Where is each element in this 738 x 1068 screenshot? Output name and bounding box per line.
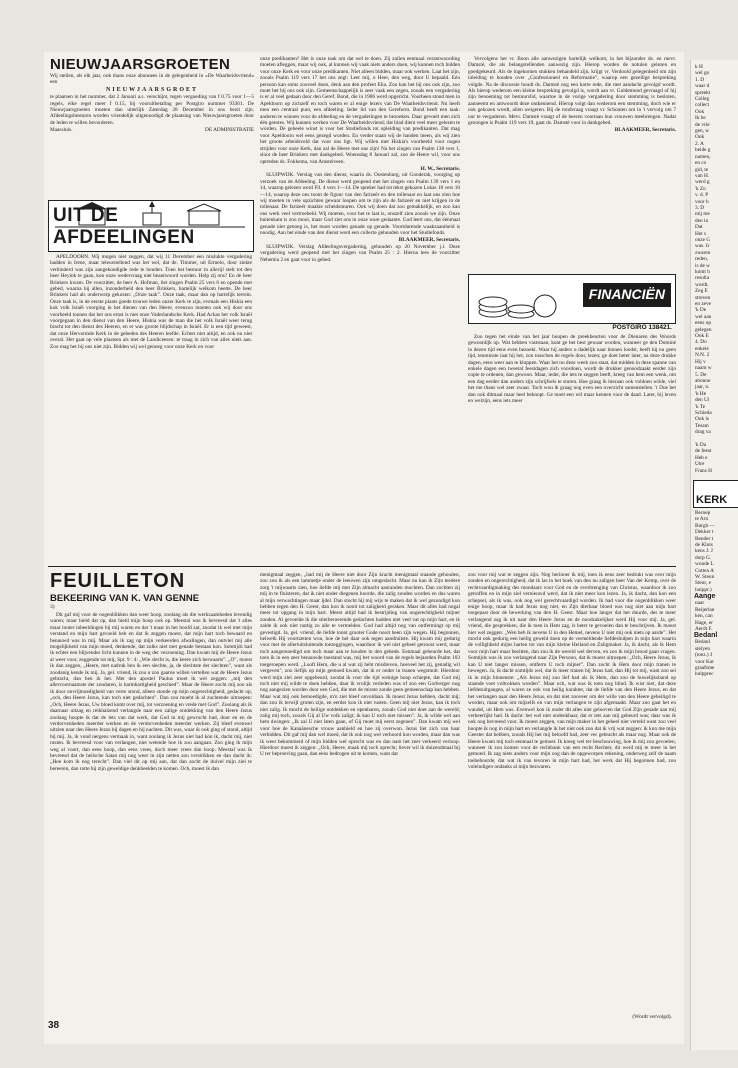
right-strip-line: Zeg E [695,288,708,295]
feuilleton-text-2: menigmaal zeggen, „had mij de Heere niet door Zijn kracht menigmaal staande gehouden, zoo zou ik als een lammetje onder de leeuwen zijn omgeslacht. Maar nu kan ik Zijn teedere zorg 't mijwaarts zien, hoe liefde mij met Zijn almacht aanranden mochten. Dan zochten zij mij in te fluisteren, dat ik niet onder diegenen hoorde, die zalig zouden worden en dus waren al mijn verwachtingen maar ijdel. Dan stocht hij mij wijs te maken dat ik wel gezondigd kon hebben tegen den H. Geest, dan kon ik nooit tot zaligheid geraken. Maar dit alles had nogal meer tot opgang in mijn hart. Meest altijd had ik bestrijding van ongerechtigheid mijner zonden. Al gevoelde ik die stierberoerende gedachten hadden niet veel vat op mijn hart, en ik zalde ik ook niet nuttig zo alle te vermelden. God had altijd nog van ontfermingt op mij gevestigd. Ja, gel. vriend, de liefde toont grooter Gode nooit heen zijn wegen. Hij begonnen, helwelk Hij voortzetten wou, hoe de hel daar ook tegen aandruitste. Hij kwam mij gedurig voor met de allertuitsluitende toezeggingen, waardoor ik wel niet geheel getroost werd, maar toch aangemoedigd om toch maar aan te houden in den gebede. Eenmaal gebeurde het, dat toen ik in een zeer benauwde toestand was, mij het woord van de regels bejaarden Psalm 103 toegeroepen werd. „Looft Hem, die u al wat zij hebt misdreven, hoeveel het zij, genadig wil vergeven”, zoo liefijk op mijn gemoed kwam, dat ik er onder in tranen wegsmolt. Hierdoor werd mijn ziel zeer opgebeurd, zoodat ik voor die tijd weinige hoop schiepte, dat God mij toch niet mij wilde te doen hebben, daar ik vrolijk verleden was of zoo een Godverger nog nog aangezien worden door een God, die met de misste zonde geen gemeenschap kan hebben. Maar wat mij ook bemoedigde, m'n ziel bleef onvoldaan. Ik moest Jezus hebben, dacht mij; dan zou ik terwijl groten zijn, en eerder kon ik niet rusten. Geen mij niet Jezus, kan ik toch niet zalig. Ik mocht de heilige ontdekken en openbaren, zooals God niet doet aan de wereld; zalig mij toch, zooals Gij al Uw volk zaligt; ik kan U toch niet missen”. Ja, ik wilde wel aan hem dwingen: „Ik zal U niet laten gaan, of Gij moet mij eerst zegenen”. Dan kwam mij wel voor hoe de Kanaänesche vrouw aanhield en hoe zij overwon. Jezus liet zich van haar verbidden. Dit gaf mij dan wel moed, dat ik ook nog wel verhoord kon worden, maar dan was ik weer bekommerd of mijn bidden wel oprecht was en dan nam het zeer verkeerd verloop. Hierdoor moest ik zeggen: „Och, Heere, maak mij toch oprecht; liever wil ik duizendmaal bij U ter beproeving gaan, dan eens bedrogen uit te komen, want dat [260,572,460,758]
newspaper-page [44,52,684,1044]
financien-postgiro: POSTGIRO 138421. [612,324,672,331]
right-strip-line: Dat [695,224,703,231]
right-strip-line: gelegen [695,326,712,333]
right-strip-line: Ook E [695,333,709,340]
right-strip-line: streven [695,294,711,301]
right-strip-line: v. d. P [695,192,709,199]
right-strip-line: komt h [695,269,710,275]
right-strip-line: 'k Te [695,403,706,410]
right-strip-line: den in [695,217,709,224]
right-strip-line: abonne [695,377,711,384]
right-page-strip [690,60,738,1050]
right-strip-line: Colleg [695,96,710,103]
afdeelingen-apeldoorn-cont: onze predikanten? Het is onze taak om dat wel te doen. Zij zullen eenmaal verantwoording moeten afleggen, maar wij ook, al kunnen wij vaak niets anders doen, wij kunnen toch bidden voor onze Kerk en voor onze predikanten. Niet alleen bidden, maar ook werken. Laat het zijn, zooals Psalm 119 vers 17 het ons zegt: Leer mij, o Heer, den weg, door U bepaald. Eén persoon kan soms zooveel doen, denk aan den profeet Elia. Zoo kan het bij ons ook zijn, zoo moet het bij ons ook zijn. Gemeenschappelijk is zeer vaak een zegen, zooals een vergadering is er al veel gedaan door den Geref. Bond, die in 1906 werd opgericht. Voorheen stond men in Apeldoorn op zichzelf en toch waren er al enige lezers van De Waarheidsvriend. Nu heeft men een centraal punt, een afdeeling. Ieder lid van den Gereform. Bond heeft een taak: anderen te winnen voor de afdeeling en de vergaderingen te bezoeken. Daar gevoelt men zich één geestes. Wij kunnen werken voor De Waarheidsvriend; dat blad dient veel meer gelezen te worden. De geheele winst is voor het Studiefonds tot opleiding van predikanten. Dat mag voor Apeldoorn wel eens gezegd worden. En verder staan wij de handen ineen, als wij zien het groote arbeidsveld dat voor ons ligt. Wij willen met Hiskia's voorbeeld voor oogen strijden voor onze Kerk, dan zal de Heere met ons zijn! Na het zingen van Psalm 138 vers 1, sloot de heer Brinkers met dankgebed. Woensdag 8 Januari zal, zoo de Heere wil, voor ons optreden ds. Fokkema, van Amstelveen. [260,56,460,165]
right-strip-line: N.N. 2 [695,352,710,359]
afdeelingen-apeldoorn-text: APELDOORN. Wij mogen niet zeggen, dat wij 11 December een mislukte vergadering hadden in Irene, maar teleurstellend was het wel, dat de. Timmer, uit Ermelo, door ziekte verhinderd was zijn aangekondigde rede te houden. Toen het bestuur in allerijl stelt tot den heer Heyink te gaan, kon onze wedervraag niet beantwoord worden. Help zij ons? En de heer Brinkers kwam. De voorzitter, de heer A. Hofman, liet zingen Psalm 25 vers 6 en opende met gebed, waarna hij allen, inzonderheid den heer Brinkers, hartelijk welkom heette. De heer Brinkers had als onderwerp gekozen: „Onze taak”. Onze taak, maar dan op hartelijk terrein. Onze taak is, in de eerste plaats goede trouwe leden onzer Kerk te zijn, evenals een Hiskia een kok volk Israël voorging in het dienen van den Heere, evenzoo moeten ook wij door ons voorbeeld toonen dat het ons ernst is met onze Vaderlandsche Kerk. Had Achas het volk Israël voorgegaan in den dienst van den Heere, Hiskia was de man die het volk Israël weer terug bracht tot den dienst des Heeren, en er was groote blijdschap in Israël. Er is een tijd geweest, dat onze Hervormde Kerk in de gebeden des Heeren leefde. Echter niet altijd, en ook nu niet overal. Het gaat op vele plaatsen als met de Laodiceesen: te traag in zich van alles niets aan. Zoo mag het bij ons niet zijn. Bidden wij wel genoeg voor onze Kerk en voor [50,254,252,350]
right-strip-line: hulpprec [695,671,714,678]
right-strip-line: Ook [695,108,705,115]
right-strip-line: reden, [695,256,709,263]
right-strip-line: voor Kat [695,658,714,665]
afdeelingen-sig2: BLAAKMEER, Secretaris. [398,237,460,244]
right-strip-line: Beijerlan [695,606,715,613]
right-strip-top [691,60,738,474]
right-strip-line: de vrie [695,121,710,128]
feuilleton-col3 [468,572,676,1012]
financien-title: FINANCIËN [588,286,665,302]
right-strip-line: woude L [695,561,714,568]
feuilleton-title: FEUILLETON [50,570,186,592]
right-strip-line: 1. D [695,76,705,83]
coins-illustration [473,276,563,322]
right-strip-line: de Kluis [695,542,713,549]
afdeelingen-sluipwijk-1: SLUIPWIJK. Verslag van den dienst, waarin ds. Oostenburg, uit Gouderak, voorging op verzoek van de Afdeeling. De dienst werd geopend met het zingen van Psalm 139 vers 1 en 14, waarop gelezen werd Fil. 4 vers 1—14. De spreker had tot tekst gekozen Lukas 18 vers 10—14, waarop deze ons toont de figuur van den farizeër en den tollenaar en laat ons zien hoe wij moeten in vele opzichten gewaar loopen om te zijn als de farizeër en niet krijgen in de tollenaar. De farizeër maakte scheidsmuren. Ook wij doen dat zoo gemakkelijk, en zoo kan ons werk veel vertroebeld. Wij moeten, voor het te laat is, onszelf zien zooals we zijn. Onze buitenkant is zoo mooi, maar God ziet ons in onze ware gedaante. God leert ons, dat éénmaal genade niet genoeg is, het moet worden genade op genade. Voortdurende waakzaamheid is noodig. Aan het einde van den dienst werd een collecte gehouden voor het Studiefonds. [260,172,460,236]
right-strip-line: ken, can [695,613,713,620]
right-strip-line: mij me [695,211,710,218]
right-strip-line: 'k Da [695,441,707,448]
right-strip-line: Tesam [695,422,709,429]
col3-top [468,56,676,268]
right-strip-line: W. Steun [695,574,715,581]
right-strip-line: werd g [695,179,710,186]
right-strip-line: te Arn [695,516,709,523]
right-strip-line: gen, w [695,128,710,135]
right-strip-line: 3. D [695,204,705,211]
right-strip-line: wel go [695,70,710,77]
afdeelingen-sig1: H. W., Secretaris. [420,165,460,172]
right-strip-line: van H. [695,172,710,179]
right-strip-line: Bedanl [695,639,711,646]
financien-col [468,334,676,562]
right-strip-line: kens J. J [695,548,713,555]
right-strip-line: Aerdt F. [695,625,713,632]
right-strip-aange [691,600,738,632]
right-strip-line: Het s [695,230,707,237]
feuilleton-col2 [260,572,460,1022]
nieuwjaar-intro: Wij stellen, als elk jaar, ook thans onze abonnees in de gelegenheid in »De Waarheidsvriend« een [50,73,254,86]
feuilleton-text-1: Dit gaf mij voor de oogenblikken dan weer hoop, zoolang als die werkzaamheden levendig waren; maar hield dat op, dan hield mijn hoop ook op. Meestal was ik bevreesd dat 't alles maar louter inbeeldingen bij mij waren en dat 't maar in het hoofd zat, zoodat ik wel met mijn verstand en mijn hart gevoeld heb en dat ik zeggen moest, dat mijn hart toch bewaard en benauwd was in mij. Maar als ik zag op mijn verkeerden afwalingen, dan ontviel mij alle mogelijkheid van mijn moed, denkende, dat zulks niet met genade bestaan kon. Somtijds had ik echter een blijvender licht kunnen in de weg der verzoening. Dan kwam mij de Heere Jezus al weer voor, zeggende tot mij, Spr. 9 : 4: „Wie slecht is, die keere zich herwaarts”. „O”, moest ik dan zeggen, „Heere, met nadruk ben ik een slechte, ja, de slechtste der slechten”, want als zoodanig kende ik mij. Ja, gel. vriend, ik zou u zoo gaarne willen vertellen wat de Heere Jezus gebracht, dan ben ik het. Met den apostel Paulus moet ik wel zeggen: „mij den allervoornaamste der zondaren, is barmhartigheid geschied”. Maar de Heere zocht mij zoo als ik door onvrijmoedigheid van verre stond, alleen stonde op mijn ongerechtigheid, gedacht op, „och, den Heere Jezus, kan toch niet gedachten”. Dan zou moeht ik al zuchtende uitroepen: „Och, Heere Jezus, Uw bloed komt over mij, tot verzoening en vrede met God”. Zoolang als ik daarnaar uitzag en reikhalzend verlangde naar een zalige ontdekking van den Heere Jezus zoolang hoopte ik dat de lets van dat werk, dat God in mij gewrocht had, door en en de verdorvenheden meerder werken en de verdorvenheden meerder werken. Zij bleef evenwel uitzien naar den Heere Jezus bij dagen en bij nachten. Dit was, waar ik ook ging of stond, altijd bij mij. Ja, ik vond nergens vermaak in, want zoolang ik Jezus niet had kon ik, dacht mij, niet rusten. Ik bevreesd voor van verlangen, niet wetende hoe ik zou aangaan. Zoo ging ik mijn weg al voort, dan eens hoop, dan eens vrees, doch meer vrees dan hoop. Meestal was ik bevreesd dat de heilsche Satan mij nog weer in zijn netten zou verstrikken en dan dacht ik: „Hoe kom ik nog terecht”. Dan viel dit op mij aan, dat dan zocht de duivel mijn ziel te bereeren, dan rotte hij zijn geweldige denkbeelden te komen. Och, moest ik dan [50,612,252,772]
right-strip-line: Steur, e [695,580,711,587]
nieuwjaar-section [50,56,254,194]
right-strip-line: en co [695,160,707,167]
right-strip-line: naar [695,600,705,607]
right-strip-line: 4. Do [695,339,707,346]
right-strip-line: wordt. [695,281,709,288]
right-strip-aange-label: Aange [694,593,716,601]
right-strip-line: Frans H [695,467,712,474]
right-strip-line: Heb e [695,454,708,461]
right-strip-line: Utre [695,461,705,468]
right-strip-line: Ook [695,134,705,141]
right-strip-line: namen, [695,153,711,160]
feuilleton-text-3: zou voor mij wat te zeggen zijn. Nog herinner ik mij, toen ik eens zeer bedrukt was over mijn zonden en ongerechtigheid, dat ik las in het boek van den nu zaligen heer Van der Kemp, over de rechtvaardigmaking des mondaars voor God en de overbrenging van Christus, waardoor ik zoo getroffen en in mijn ziel vernieuwd werd, dat ik niet meer kon lezen. Ja, ik dacht, dan kon een schepsel, als ik was, ook nog wel gerechtvaardigd worden. Ik had voor die oogenblikken weer enige hoop, maar ik had Jezus nog niet, en Zijn dierbaar bloed was nog niet aan mijn hart toegepast door de bewerking van den H. Geest. Maar hoe langer dat het duurde, des te meer verlangend zag ik uit naar den Heere Jezus en de noodzakelijker werd Hij voor mij. Ja, gel. vriend, die gesprekken, die ik toen in Hem zag, is beter te gevoelen dan te beschrijven. Ik moest hier wel zeggen: „Wen heb ik nevens U in den Hemel, nevens U niet mij ook niets op aarde”. Het mocht ook gedurig een heilig geweld doen op de vermeldende liefdeshulpen in mijn hart waarin de vollighheid mijns harten tot van mijn kleine Heiland en Zaligmaker. Ja, ik dacht, als ik Hem voor mijn hart maar bezitten, dan zou ik de wereld wel derven, en zoo ik mijn brood gaan vragen. Somtijds was ik zoo verlangend naar Zijn Persoon, dat ik moest uitroepen: „Och, Heere Jezus, ik kan U niet langer missen, ontferm U toch mijner”. Dan zocht ik Hem door mijn tranen te bewegen. Ja, ik dacht somtijds wel, dat ik meer tranen bij Jezus had, dan Hij tot mij, want zoo sei ik in mijn binnenste: „Als Jezus mij zoo lief had als ik Hem, dan zou de huwelijksband op staande voet voltrokken worden”. Maar och, wat was ik toen nog blind. Ik wist niet, dat deze liefdesuitgangen, al waren ze ook van heilig karakter, dat de liefde van den Heere Jezus, en dat het verlangen naar den Heere Jezus, en dat niet zooveer om der wille van den Heere geheiligd te worden, maar ook om mijzelfs en van mijn verlangen te zijn afgemaakt. Maar zoo gaat het en wandel, uit Hem was. Evenwel kon ik onder dit alles niet gelooven dat God Zijn genade aan mij verheerlijkt had. Ik dacht: het wel niet ondenkbaar, dat er iets aan mij gebeurd was; daar was ik ook nog bevreesd voor. Ik moest zeggen, van mijn maker in het geheel niet verteld want zoo veel hoopte ik nog in mijn hart en verlangde ik het niet ook zoo dat ik vrij wat zeggen: ik kon me mijn Geester dat hebben, zooals Hij het mij beloofd had, zeer ver gebracht als maar nog. Maar ook de Heere kwam mij toch eenmaal te gemoet. Ik kreeg wel ter beschouwing, hoe ik mij zou gevoelen, wanneer ik zou komen voor de rechtbank van een recht Rechter, dit werd mij te meer in het gemoed. Ik zag niets anders voor mijn oog dan de opgeworpen rekening, onderweg zelf de naam toebehoorde, dat wat ik van tevoren in mijn hart had, het werk dat Hij begonnen had, zou voleindigen ondanks al mijn bezwaren. [468,572,676,771]
right-strip-beroep [691,510,738,593]
right-strip-line: en zeve [695,301,712,308]
right-strip-kerk-banner [693,480,738,508]
right-strip-line: (toez.) J [695,652,713,659]
right-strip-line: naam w [695,365,712,372]
section-divider [48,566,676,567]
right-strip-line: huippr.) [695,586,712,593]
right-strip-line: waar d [695,83,710,90]
nieuwjaar-body: te plaatsen in het nummer, dat 2 Januari a.s. verschijnt, tegen vergoeding van f 0.75 voor 1—5 regels, elke regel meer f 0.15, bij vooruitbetaling per Postgiro nummer 93361. De Nieuwjaarsgroeten moeten dan uiterlijk Zaterdag 28 December in ons bezit zijn. Afdeelingsbesturen worden vriendelijk uitgenoodigd de plaatsing van Nieuwjaarsgroeten door de leden te willen bevorderen. [50,94,254,126]
financien-banner [468,274,676,324]
right-strip-line: jaar, n. [695,384,710,391]
afdeelingen-banner [48,200,254,252]
right-strip-line: wel aan [695,313,712,320]
right-strip-kerk-label: KERK [696,494,728,506]
feuilleton-col1 [50,612,252,1022]
right-strip-line: 2. A [695,140,704,147]
feuilleton-number: 3) [50,604,55,610]
right-strip-line: 'k He [695,390,707,397]
right-strip-line: 'k De [695,307,707,314]
financien-text: Zoo tegen het einde van het jaar hoopen de preekbeurten voor de Dienaren des Woords gewoonlijk op. Wat hebben vaststaan, kunt ge het best gewaar worden, wanneer ge den Dominé in dezen tijd eens even bezoekt. Waar hij anders u dadelijk naar binnen loodst, heeft hij nu geen tijd, tenminste laat hij het, zoo tusschen de regels door, lezen; ge doet beter later, na deze drukke dagen, eens weer aan te kloppen. Waar het nu deze week zoo staat, dat midden in deze spanne van enkele dagen een tweetal feestdagen zich voordoen, wordt de drukker genoodzaakt eerder zijn copie te ordenen, dan gewoon. Maar, ieder, die iets te zeggen heeft, kreeg van hem een wenk, om een dag eerder dan anders zijn schrijfsels te sturen. Hoe graag ik hieraan ook voldoen wilde, viel het me thans wel zeer zwaar. Toch wou ik graag nog even een overzicht samenstellen. 't Doe het dan ook ditmaal maar heel beknopt. Ge moet een wil maar kennen voor de daad. Later, bij leven en welzijn, eens iets meer [468,334,676,405]
right-strip-line: Beroep [695,510,711,516]
right-strip-line: k H [695,64,703,70]
right-strip-line: zwaren [695,249,711,256]
col3-text: Vervolgens het vr. Boon alle aanwezigen hartelijk welkom, in het bijzonder ds. en mevr. Damsté, die als belangstellenden aanwezig zijn. Hierop worden de notulen gelezen en goedgekeurd. Als de ingekomen stukken behandeld zijn, krijgt vr. Verdoold gelegenheid om zijn inleiding te houden over „Confessioneel en Reformatie”, waarop een gezellige bespreking volgde. Na de discussie houdt ds. Damsté nog een korte rede, die met aandacht gevolgd wordt. Als hierop wederom een kleine bespreking gevolgd is, wordt aan vr. Guldemond gevraagd of hij zijn benoeming tot bestuurslid, waartoe in de vorige vergadering door stemming is besloten, aanneemt en antwoordt deze ontkennend. Hierop volgt dan wederom een stemming, doch wie er ook gekozen wordt, allen weigeren. Bij de rondvraag vraagt vr. Schouten om in 't vervolg om 7 uur te vergaderen. Mevr. Damsté vraagt of de heeren voortaan hun vrouwen meebrengen. Nadat gezongen is Psalm 119 vers 19, gaat ds. Damsté voor in dankgebed. [468,56,676,127]
right-strip-line: Ik be [695,115,706,122]
right-strip-line: is de w [695,262,711,269]
nieuwjaar-title: NIEUWJAARSGROETEN [50,56,231,73]
page-number: 38 [48,1020,60,1031]
feuilleton-header [50,570,254,610]
right-strip-line: was. Ir [695,243,710,250]
right-strip-line: onze G [695,236,711,243]
afdeelingen-col2 [260,56,460,562]
nieuwjaar-place: Maassluis. [50,127,73,134]
right-strip-line: gid, te [695,166,709,173]
right-strip-line: spreekt [695,89,711,96]
right-strip-line: dorp G. [695,554,712,561]
right-strip-line: drag va [695,429,711,436]
right-strip-line: Burgh — [695,522,715,529]
afdeelingen-sluipwijk-2: SLUIPWIJK. Verslag Afdeelingsvergadering, gehouden op 20 November j.l. Deze vergadering werd geopend met het zingen van Psalm 25 : 2. Hierna lees de voorzitter Nehemia 2 en gaat voor in gebed. [260,243,460,263]
right-strip-line: voor h [695,198,709,205]
right-strip-line: Schieda [695,409,712,416]
right-strip-bedanl-label: Bedanl [694,632,718,640]
right-strip-line: Dekker t [695,529,714,536]
right-strip-line: Hage, er [695,619,713,626]
right-strip-line: Cotten A [695,567,714,574]
afdeelingen-col1 [50,254,252,562]
right-strip-line: eens op [695,320,712,327]
right-strip-line: beide g [695,147,711,154]
financien-title-box [583,283,671,307]
right-strip-line: stelyen [695,645,711,652]
feuilleton-continued: (Wordt vervolgd). [632,1014,672,1020]
nieuwjaar-subtitle: NIEUWJAARSGROET [105,86,198,93]
right-strip-line: den Ui [695,397,710,404]
right-strip-line: de feest [695,448,712,455]
right-strip-line: Bender t [695,535,714,542]
right-strip-line: Ook is [695,416,709,423]
right-strip-line: collect [695,102,710,109]
right-strip-line: 'k Zo [695,185,706,192]
right-strip-bedanl [691,639,738,677]
nieuwjaar-signature: DE ADMINISTRATIE [205,127,254,134]
right-strip-line: Hij v [695,358,706,365]
feuilleton-subtitle: BEKEERING VAN K. VAN GENNE [50,593,200,604]
right-strip-line: enkele [695,345,709,352]
afdeelingen-title: UIT DE AFDEELINGEN [53,205,195,248]
right-strip-line: 5. De [695,371,707,378]
right-strip-line: graafsme [695,664,715,671]
right-strip-line: resulta [695,275,710,282]
col3-sig: BLAAKMEER, Secretaris. [614,127,676,134]
